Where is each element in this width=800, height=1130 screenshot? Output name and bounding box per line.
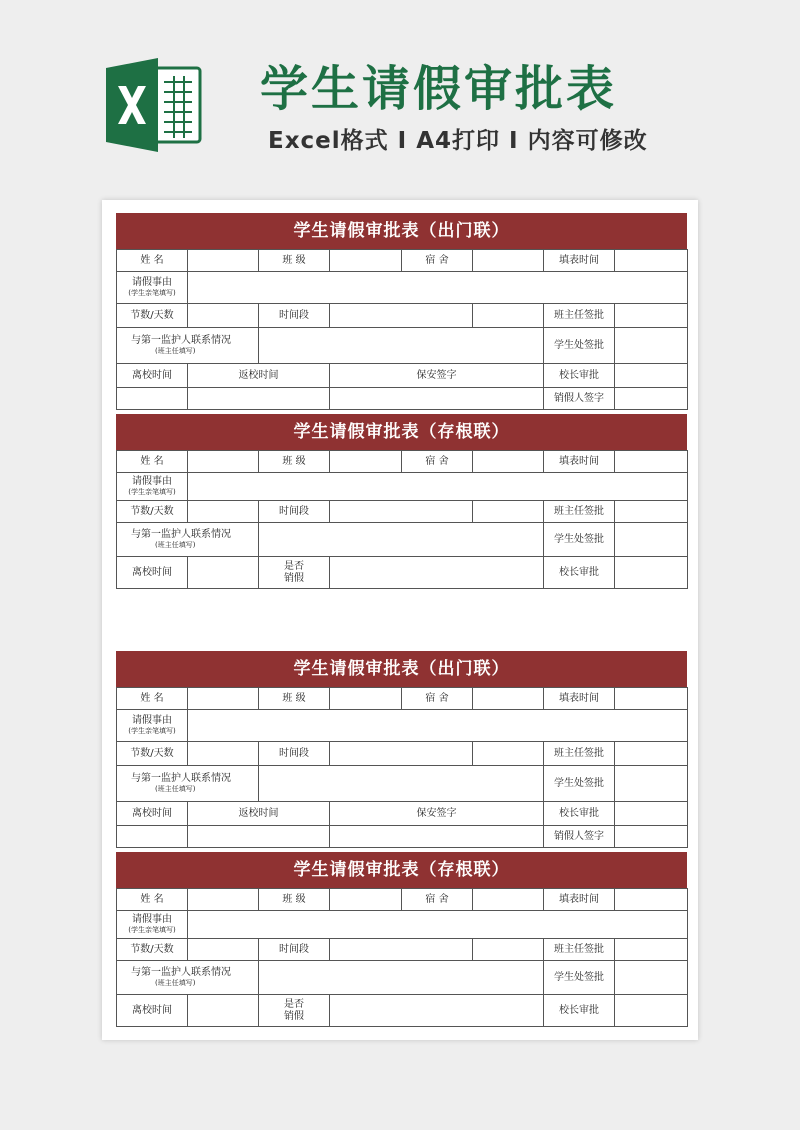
date-cell[interactable] xyxy=(615,889,688,911)
return-time-label: 返校时间 xyxy=(188,802,330,826)
return-time-cell[interactable] xyxy=(188,388,330,410)
form-exit-slip xyxy=(116,213,687,410)
cancel-sign-label: 销假人签字 xyxy=(544,388,615,410)
return-time-label: 返校时间 xyxy=(188,364,330,388)
leave-time-label: 离校时间 xyxy=(117,802,188,826)
spacer-cell xyxy=(473,742,544,766)
principal-approval-cell[interactable] xyxy=(615,557,688,589)
cancel-sign-cell[interactable] xyxy=(615,388,688,410)
form-stub xyxy=(116,414,687,589)
period-cell[interactable] xyxy=(330,501,473,523)
dorm-label: 宿 舍 xyxy=(402,451,473,473)
class-label: 班 级 xyxy=(259,250,330,272)
form-table xyxy=(116,888,688,1027)
cancelled-label: 是否 销假 xyxy=(259,995,330,1027)
name-cell[interactable] xyxy=(188,250,259,272)
cancelled-label: 是否 销假 xyxy=(259,557,330,589)
principal-approval-label: 校长审批 xyxy=(544,557,615,589)
principal-approval-cell[interactable] xyxy=(615,995,688,1027)
teacher-approval-cell[interactable] xyxy=(615,939,688,961)
security-sign-label: 保安签字 xyxy=(330,802,544,826)
dorm-cell[interactable] xyxy=(473,889,544,911)
office-approval-label: 学生处签批 xyxy=(544,523,615,557)
dorm-label: 宿 舍 xyxy=(402,889,473,911)
form-stub xyxy=(116,852,687,1027)
security-sign-cell[interactable] xyxy=(330,826,544,848)
days-cell[interactable] xyxy=(188,304,259,328)
days-cell[interactable] xyxy=(188,501,259,523)
class-cell[interactable] xyxy=(330,250,402,272)
name-label: 姓 名 xyxy=(117,688,188,710)
office-approval-cell[interactable] xyxy=(615,766,688,802)
days-label: 节数/天数 xyxy=(117,742,188,766)
form-table xyxy=(116,687,688,848)
guardian-contact-cell[interactable] xyxy=(259,328,544,364)
reason-cell[interactable] xyxy=(188,911,688,939)
reason-cell[interactable] xyxy=(188,272,688,304)
teacher-approval-label: 班主任签批 xyxy=(544,742,615,766)
period-label: 时间段 xyxy=(259,939,330,961)
leave-time-cell[interactable] xyxy=(117,826,188,848)
dorm-label: 宿 舍 xyxy=(402,250,473,272)
class-cell[interactable] xyxy=(330,889,402,911)
leave-time-label: 离校时间 xyxy=(117,995,188,1027)
name-cell[interactable] xyxy=(188,688,259,710)
guardian-contact-cell[interactable] xyxy=(259,523,544,557)
name-label: 姓 名 xyxy=(117,451,188,473)
spacer-cell xyxy=(473,501,544,523)
spacer-cell xyxy=(473,939,544,961)
reason-label: 请假事由 (学生亲笔填写) xyxy=(117,272,188,304)
teacher-approval-label: 班主任签批 xyxy=(544,501,615,523)
guardian-contact-cell[interactable] xyxy=(259,961,544,995)
name-cell[interactable] xyxy=(188,889,259,911)
reason-cell[interactable] xyxy=(188,710,688,742)
name-label: 姓 名 xyxy=(117,889,188,911)
cancelled-cell[interactable] xyxy=(330,995,544,1027)
class-label: 班 级 xyxy=(259,688,330,710)
period-label: 时间段 xyxy=(259,304,330,328)
page-subtitle: Excel格式 I A4打印 I 内容可修改 xyxy=(268,128,648,154)
name-cell[interactable] xyxy=(188,451,259,473)
class-cell[interactable] xyxy=(330,451,402,473)
form-exit-slip xyxy=(116,651,687,848)
name-label: 姓 名 xyxy=(117,250,188,272)
cancelled-cell[interactable] xyxy=(330,557,544,589)
teacher-approval-cell[interactable] xyxy=(615,742,688,766)
principal-approval-cell[interactable] xyxy=(615,364,688,388)
security-sign-label: 保安签字 xyxy=(330,364,544,388)
spacer-cell xyxy=(473,304,544,328)
date-cell[interactable] xyxy=(615,688,688,710)
teacher-approval-label: 班主任签批 xyxy=(544,939,615,961)
reason-label: 请假事由 (学生亲笔填写) xyxy=(117,473,188,501)
office-approval-cell[interactable] xyxy=(615,961,688,995)
form-table xyxy=(116,450,688,589)
principal-approval-label: 校长审批 xyxy=(544,364,615,388)
days-cell[interactable] xyxy=(188,742,259,766)
page-title: 学生请假审批表 xyxy=(260,61,618,117)
dorm-cell[interactable] xyxy=(473,250,544,272)
days-label: 节数/天数 xyxy=(117,501,188,523)
reason-label: 请假事由 (学生亲笔填写) xyxy=(117,710,188,742)
form-title: 学生请假审批表（存根联） xyxy=(116,852,687,888)
period-label: 时间段 xyxy=(259,742,330,766)
dorm-cell[interactable] xyxy=(473,688,544,710)
date-label: 填表时间 xyxy=(544,250,615,272)
principal-approval-label: 校长审批 xyxy=(544,802,615,826)
period-cell[interactable] xyxy=(330,304,473,328)
office-approval-cell[interactable] xyxy=(615,523,688,557)
period-cell[interactable] xyxy=(330,742,473,766)
reason-cell[interactable] xyxy=(188,473,688,501)
form-title: 学生请假审批表（出门联） xyxy=(116,213,687,249)
teacher-approval-label: 班主任签批 xyxy=(544,304,615,328)
dorm-cell[interactable] xyxy=(473,451,544,473)
leave-time-label: 离校时间 xyxy=(117,557,188,589)
office-approval-label: 学生处签批 xyxy=(544,328,615,364)
guardian-contact-label: 与第一监护人联系情况 (班主任填写) xyxy=(117,961,259,995)
security-sign-cell[interactable] xyxy=(330,388,544,410)
office-approval-label: 学生处签批 xyxy=(544,766,615,802)
office-approval-cell[interactable] xyxy=(615,328,688,364)
days-label: 节数/天数 xyxy=(117,304,188,328)
leave-time-cell[interactable] xyxy=(188,557,259,589)
teacher-approval-cell[interactable] xyxy=(615,501,688,523)
class-cell[interactable] xyxy=(330,688,402,710)
excel-logo-icon xyxy=(104,56,204,154)
guardian-contact-label: 与第一监护人联系情况 (班主任填写) xyxy=(117,523,259,557)
dorm-label: 宿 舍 xyxy=(402,688,473,710)
period-label: 时间段 xyxy=(259,501,330,523)
date-cell[interactable] xyxy=(615,451,688,473)
date-label: 填表时间 xyxy=(544,451,615,473)
leave-time-cell[interactable] xyxy=(188,995,259,1027)
cancel-sign-label: 销假人签字 xyxy=(544,826,615,848)
period-cell[interactable] xyxy=(330,939,473,961)
cancel-sign-cell[interactable] xyxy=(615,826,688,848)
date-cell[interactable] xyxy=(615,250,688,272)
date-label: 填表时间 xyxy=(544,688,615,710)
return-time-cell[interactable] xyxy=(188,826,330,848)
form-title: 学生请假审批表（出门联） xyxy=(116,651,687,687)
reason-label: 请假事由 (学生亲笔填写) xyxy=(117,911,188,939)
principal-approval-label: 校长审批 xyxy=(544,995,615,1027)
form-title: 学生请假审批表（存根联） xyxy=(116,414,687,450)
office-approval-label: 学生处签批 xyxy=(544,961,615,995)
form-table xyxy=(116,249,688,410)
teacher-approval-cell[interactable] xyxy=(615,304,688,328)
principal-approval-cell[interactable] xyxy=(615,802,688,826)
leave-time-cell[interactable] xyxy=(117,388,188,410)
leave-time-label: 离校时间 xyxy=(117,364,188,388)
guardian-contact-label: 与第一监护人联系情况 (班主任填写) xyxy=(117,766,259,802)
guardian-contact-cell[interactable] xyxy=(259,766,544,802)
days-cell[interactable] xyxy=(188,939,259,961)
class-label: 班 级 xyxy=(259,451,330,473)
guardian-contact-label: 与第一监护人联系情况 (班主任填写) xyxy=(117,328,259,364)
class-label: 班 级 xyxy=(259,889,330,911)
date-label: 填表时间 xyxy=(544,889,615,911)
paper-sheet xyxy=(102,200,698,1040)
days-label: 节数/天数 xyxy=(117,939,188,961)
